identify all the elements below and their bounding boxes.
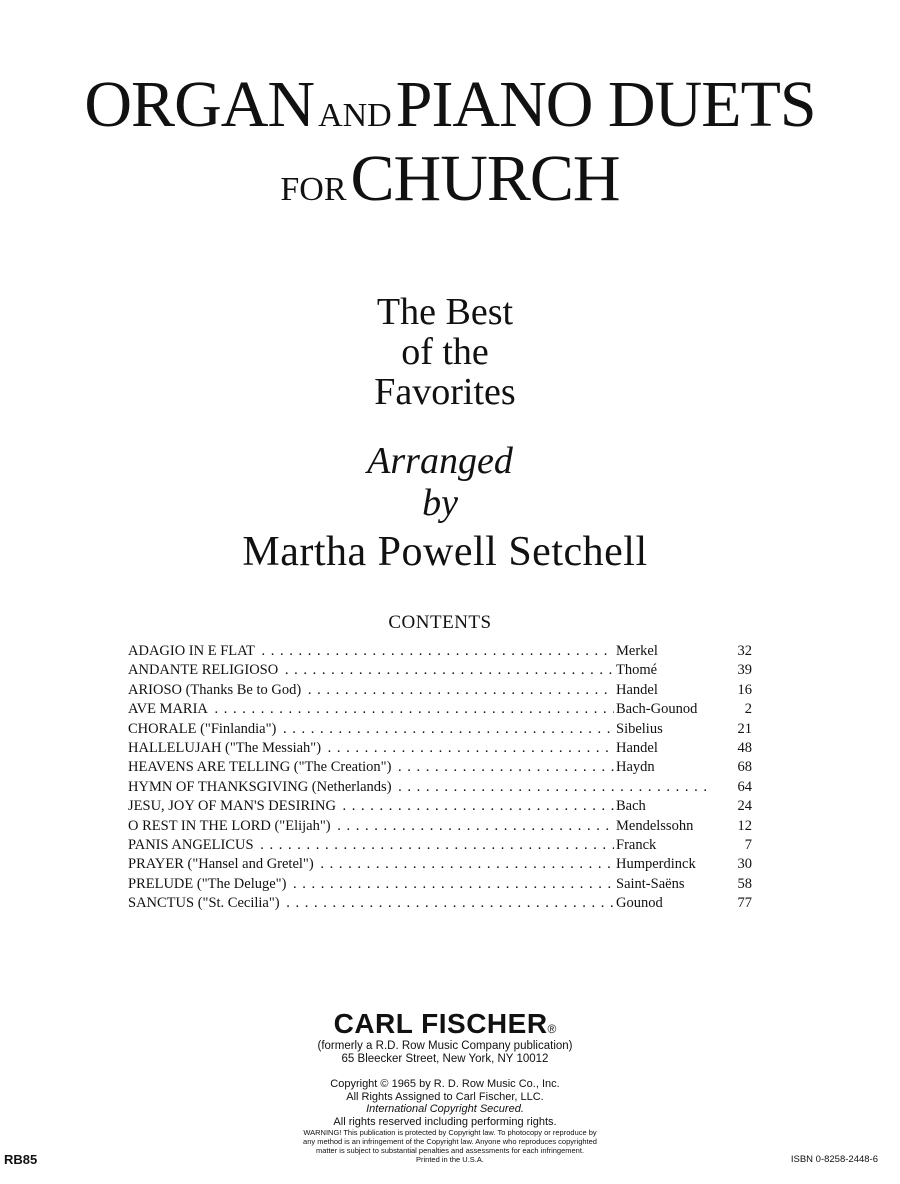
toc-composer: Bach (614, 797, 646, 816)
toc-page-number: 30 (716, 855, 752, 874)
catalog-code: RB85 (4, 1152, 38, 1167)
dot-leader (128, 642, 614, 661)
title-piano-duets: PIANO DUETS (395, 68, 816, 141)
toc-composer: Sibelius (614, 720, 663, 739)
toc-title: ARIOSO (Thanks Be to God) (128, 681, 302, 698)
toc-row (128, 875, 752, 894)
toc-page-number: 68 (716, 758, 752, 777)
toc-row (128, 700, 752, 719)
toc-row (128, 797, 752, 816)
toc-title: CHORALE ("Finlandia") (128, 720, 277, 737)
book-title (0, 68, 900, 215)
publisher-name-line (0, 1008, 890, 1040)
toc-title: PRELUDE ("The Deluge") (128, 875, 287, 892)
toc-title: HEAVENS ARE TELLING ("The Creation") (128, 759, 392, 776)
toc-row (128, 681, 752, 700)
dot-leader (128, 855, 614, 874)
toc-page-number: 48 (716, 739, 752, 758)
toc-page-number: 39 (716, 661, 752, 680)
toc-composer: Gounod (614, 894, 663, 913)
copyright-line: International Copyright Secured. (366, 1103, 524, 1115)
toc-title: SANCTUS ("St. Cecilia") (128, 895, 280, 912)
toc-row (128, 817, 752, 836)
isbn: ISBN 0-8258-2448-6 (790, 1154, 878, 1165)
arranged-by (0, 440, 880, 524)
toc-page-number: 16 (716, 681, 752, 700)
toc-composer: Merkel (614, 642, 658, 661)
toc-page-number: 77 (716, 894, 752, 913)
toc-page-number: 7 (716, 836, 752, 855)
toc-row (128, 778, 752, 797)
dot-leader (128, 817, 614, 836)
publisher-block (0, 1008, 890, 1066)
toc-page-number: 58 (716, 875, 752, 894)
toc-title: ANDANTE RELIGIOSO (128, 662, 279, 679)
arranger-name: Martha Powell Setchell (242, 529, 648, 575)
publisher-address: 65 Bleecker Street, New York, NY 10012 (341, 1053, 549, 1065)
dot-leader (128, 681, 614, 700)
title-for: FOR (280, 171, 347, 208)
toc-row (128, 758, 752, 777)
toc-row (128, 642, 752, 661)
publisher-name: CARL FISCHER (333, 1008, 548, 1039)
toc-composer: Bach-Gounod (614, 700, 697, 719)
warning-line: Printed in the U.S.A. (416, 1155, 484, 1164)
dot-leader (128, 875, 614, 894)
toc-title: AVE MARIA (128, 701, 208, 718)
toc-title: PRAYER ("Hansel and Gretel") (128, 856, 314, 873)
title-line-2 (0, 142, 900, 215)
copyright-line: All Rights Assigned to Carl Fischer, LLC. (346, 1090, 544, 1103)
toc-page-number: 64 (716, 778, 752, 797)
title-organ: ORGAN (84, 68, 315, 141)
toc-page-number: 32 (716, 642, 752, 661)
toc-row (128, 739, 752, 758)
toc-title: ADAGIO IN E FLAT (128, 643, 255, 659)
toc-composer: Saint-Saëns (614, 875, 684, 894)
toc-row (128, 720, 752, 739)
toc-title: O REST IN THE LORD ("Elijah") (128, 817, 331, 834)
dot-leader (128, 700, 614, 719)
toc-row (128, 836, 752, 855)
subtitle (0, 292, 890, 412)
dot-leader (128, 797, 614, 816)
table-of-contents (128, 642, 752, 913)
toc-title: HYMN OF THANKSGIVING (Netherlands) (128, 778, 392, 795)
subtitle-line: Favorites (374, 371, 516, 413)
toc-composer: Haydn (614, 758, 655, 777)
toc-row (128, 894, 752, 913)
copyright-line: Copyright © 1965 by R. D. Row Music Co., Inc. (330, 1078, 560, 1090)
toc-page-number: 2 (716, 700, 752, 719)
copyright-line: All rights reserved including performing rights. (333, 1115, 557, 1128)
dot-leader (128, 720, 614, 739)
dot-leader (128, 758, 614, 777)
title-church: CHURCH (350, 142, 620, 215)
dot-leader (128, 739, 614, 758)
registered-mark: ® (547, 1021, 557, 1036)
warning-line: matter is subject to substantial penalties and assessments for each infringement. (315, 1146, 585, 1155)
dot-leader (128, 661, 614, 680)
dot-leader (128, 778, 712, 797)
toc-page-number: 12 (716, 817, 752, 836)
arranged-line: Arranged (367, 440, 513, 482)
contents-heading: CONTENTS (388, 612, 492, 633)
title-line-1 (0, 68, 900, 141)
dot-leader (128, 894, 614, 913)
publisher-formerly: (formerly a R.D. Row Music Company publication) (317, 1040, 573, 1052)
toc-composer: Thomé (614, 661, 657, 680)
by-line: by (422, 482, 458, 524)
toc-composer: Handel (614, 681, 658, 700)
toc-title: JESU, JOY OF MAN'S DESIRING (128, 798, 336, 815)
toc-composer: Mendelssohn (614, 817, 693, 836)
subtitle-line: of the (401, 331, 489, 373)
toc-page-number: 21 (716, 720, 752, 739)
warning-line: WARNING! This publication is protected by Copyright law. To photocopy or reproduce by (303, 1128, 597, 1137)
toc-composer: Franck (614, 836, 656, 855)
toc-page-number: 24 (716, 797, 752, 816)
toc-composer: Humperdinck (614, 855, 696, 874)
toc-row (128, 661, 752, 680)
dot-leader (128, 836, 614, 855)
copyright-warning (0, 1128, 900, 1164)
warning-line: any method is an infringement of the Copyright law. Anyone who reproduces copyrighted (303, 1137, 597, 1146)
toc-title: PANIS ANGELICUS (128, 836, 254, 853)
subtitle-line: The Best (376, 291, 514, 333)
toc-row (128, 855, 752, 874)
toc-title: HALLELUJAH ("The Messiah") (128, 739, 322, 756)
copyright-block (0, 1078, 890, 1128)
toc-composer: Handel (614, 739, 658, 758)
title-and: AND (318, 97, 392, 134)
